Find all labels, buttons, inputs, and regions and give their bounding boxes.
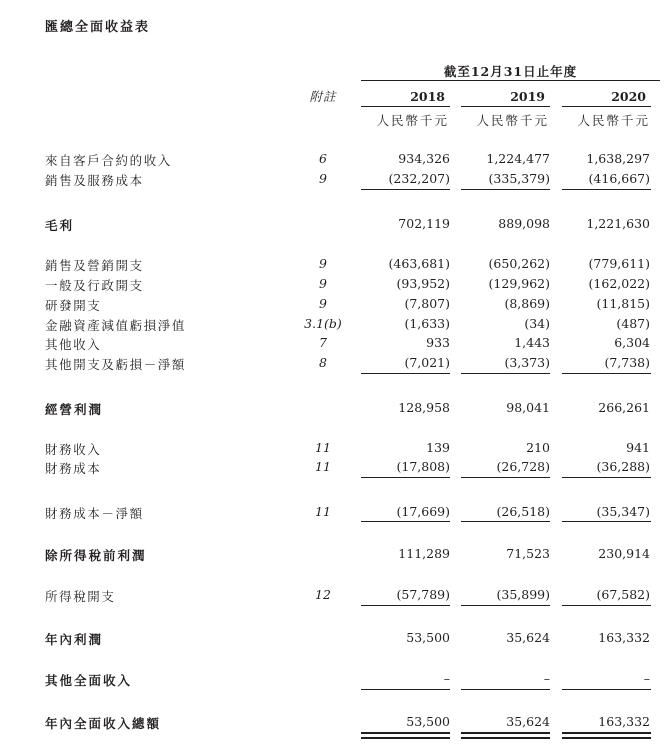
subtotal-rule bbox=[562, 521, 651, 522]
subtotal-rule bbox=[461, 477, 550, 478]
row-note: 7 bbox=[319, 335, 327, 350]
value-2018: 934,326 bbox=[398, 151, 450, 166]
value-2019: 35,624 bbox=[506, 630, 550, 645]
unit-label-2020: 人民幣千元 bbox=[577, 113, 650, 128]
row-gross-profit bbox=[0, 216, 667, 236]
subtotal-rule bbox=[461, 605, 550, 606]
row-finance-income bbox=[0, 440, 667, 460]
row-label: 所得稅開支 bbox=[45, 589, 116, 604]
value-2020: – bbox=[643, 671, 650, 686]
row-note: 9 bbox=[319, 296, 327, 311]
subtotal-rule bbox=[361, 605, 450, 606]
value-2018: 53,500 bbox=[406, 630, 450, 645]
row-other-expenses bbox=[0, 355, 667, 375]
value-2020: (67,582) bbox=[596, 587, 650, 602]
row-label: 財務成本 bbox=[45, 461, 102, 476]
subtotal-rule bbox=[361, 477, 450, 478]
value-2019: (26,518) bbox=[496, 504, 550, 519]
total-double-rule-top bbox=[461, 732, 550, 734]
row-note: 9 bbox=[319, 256, 327, 271]
value-2019: (35,899) bbox=[496, 587, 550, 602]
row-note: 11 bbox=[315, 459, 331, 474]
value-2018: 139 bbox=[426, 440, 450, 455]
value-2020: (7,738) bbox=[604, 355, 650, 370]
value-2020: (11,815) bbox=[596, 296, 650, 311]
value-2018: (93,952) bbox=[396, 276, 450, 291]
value-2020: (416,667) bbox=[588, 171, 650, 186]
value-2019: (8,869) bbox=[504, 296, 550, 311]
subtotal-rule bbox=[562, 189, 651, 190]
row-label: 一般及行政開支 bbox=[45, 278, 144, 293]
value-2020: 1,221,630 bbox=[586, 216, 650, 231]
value-2019: 71,523 bbox=[506, 546, 550, 561]
subtotal-rule bbox=[361, 689, 450, 690]
value-2018: (1,633) bbox=[404, 316, 450, 331]
row-label: 經營利潤 bbox=[45, 402, 104, 417]
total-double-rule-bottom bbox=[562, 737, 651, 739]
value-2018: (17,808) bbox=[396, 459, 450, 474]
row-label: 毛利 bbox=[45, 218, 75, 233]
year-rule-2018 bbox=[361, 106, 450, 107]
row-label: 除所得稅前利潤 bbox=[45, 548, 147, 563]
value-2020: (36,288) bbox=[596, 459, 650, 474]
value-2018: (463,681) bbox=[388, 256, 450, 271]
subtotal-rule bbox=[461, 521, 550, 522]
subtotal-rule bbox=[461, 689, 550, 690]
value-2019: (650,262) bbox=[488, 256, 550, 271]
value-2020: 1,638,297 bbox=[586, 151, 650, 166]
total-double-rule-bottom bbox=[461, 737, 550, 739]
row-selling-expenses bbox=[0, 256, 667, 276]
row-total-comprehensive-income bbox=[0, 714, 667, 734]
note-column-header: 附註 bbox=[309, 89, 337, 104]
row-note: 9 bbox=[319, 276, 327, 291]
period-header: 截至12月31日止年度 bbox=[443, 64, 578, 79]
value-2018: (232,207) bbox=[388, 171, 450, 186]
value-2020: (779,611) bbox=[588, 256, 650, 271]
value-2018: (17,669) bbox=[396, 504, 450, 519]
value-2020: 941 bbox=[626, 440, 650, 455]
value-2018: 702,119 bbox=[398, 216, 450, 231]
total-double-rule-top bbox=[562, 732, 651, 734]
subtotal-rule bbox=[461, 373, 550, 374]
row-other-income bbox=[0, 335, 667, 355]
value-2019: – bbox=[543, 671, 550, 686]
value-2018: (57,789) bbox=[396, 587, 450, 602]
value-2018: – bbox=[443, 671, 450, 686]
row-admin-expenses bbox=[0, 276, 667, 296]
row-operating-profit bbox=[0, 400, 667, 420]
row-label: 其他開支及虧損－淨額 bbox=[45, 357, 187, 372]
value-2019: 98,041 bbox=[506, 400, 550, 415]
row-note: 11 bbox=[315, 440, 331, 455]
row-revenue bbox=[0, 151, 667, 171]
subtotal-rule bbox=[562, 373, 651, 374]
value-2018: (7,807) bbox=[404, 296, 450, 311]
value-2020: 6,304 bbox=[614, 335, 650, 350]
row-profit-before-tax bbox=[0, 546, 667, 566]
row-impairment bbox=[0, 316, 667, 336]
value-2019: (335,379) bbox=[488, 171, 550, 186]
value-2019: 889,098 bbox=[498, 216, 550, 231]
unit-label-2019: 人民幣千元 bbox=[476, 113, 549, 128]
total-double-rule-top bbox=[361, 732, 450, 734]
row-finance-costs bbox=[0, 459, 667, 479]
value-2018: 933 bbox=[426, 335, 450, 350]
row-label: 財務成本－淨額 bbox=[45, 506, 144, 521]
row-label: 銷售及營銷開支 bbox=[45, 258, 144, 273]
subtotal-rule bbox=[361, 189, 450, 190]
row-label: 年內全面收入總額 bbox=[45, 716, 162, 731]
value-2019: 1,224,477 bbox=[486, 151, 550, 166]
value-2018: 111,289 bbox=[398, 546, 450, 561]
row-note: 8 bbox=[319, 355, 327, 370]
subtotal-rule bbox=[562, 477, 651, 478]
row-income-tax bbox=[0, 587, 667, 607]
row-note: 12 bbox=[315, 587, 331, 602]
value-2018: 53,500 bbox=[406, 714, 450, 729]
value-2019: 1,443 bbox=[514, 335, 550, 350]
row-label: 其他收入 bbox=[45, 337, 102, 352]
value-2020: 266,261 bbox=[598, 400, 650, 415]
year-2018-header: 2018 bbox=[410, 89, 445, 104]
value-2018: 128,958 bbox=[398, 400, 450, 415]
subtotal-rule bbox=[562, 689, 651, 690]
value-2019: (3,373) bbox=[504, 355, 550, 370]
value-2019: 35,624 bbox=[506, 714, 550, 729]
value-2019: 210 bbox=[526, 440, 550, 455]
value-2020: (35,347) bbox=[596, 504, 650, 519]
subtotal-rule bbox=[361, 373, 450, 374]
subtotal-rule bbox=[361, 521, 450, 522]
value-2020: 163,332 bbox=[598, 630, 650, 645]
row-profit-for-year bbox=[0, 630, 667, 650]
row-label: 銷售及服務成本 bbox=[45, 173, 144, 188]
value-2018: (7,021) bbox=[404, 355, 450, 370]
row-label: 其他全面收入 bbox=[45, 673, 133, 688]
value-2020: (487) bbox=[616, 316, 650, 331]
row-label: 金融資產減值虧損淨值 bbox=[45, 318, 187, 333]
subtotal-rule bbox=[461, 189, 550, 190]
year-2020-header: 2020 bbox=[611, 89, 646, 104]
value-2019: (129,962) bbox=[488, 276, 550, 291]
row-label: 研發開支 bbox=[45, 298, 102, 313]
year-rule-2020 bbox=[562, 106, 651, 107]
total-double-rule-bottom bbox=[361, 737, 450, 739]
value-2019: (34) bbox=[524, 316, 550, 331]
row-note: 3.1(b) bbox=[304, 316, 342, 331]
row-other-comprehensive-income bbox=[0, 671, 667, 691]
value-2020: 163,332 bbox=[598, 714, 650, 729]
row-note: 9 bbox=[319, 171, 327, 186]
year-rule-2019 bbox=[461, 106, 550, 107]
row-rd-expenses bbox=[0, 296, 667, 316]
value-2020: (162,022) bbox=[588, 276, 650, 291]
subtotal-rule bbox=[562, 605, 651, 606]
row-label: 來自客戶合約的收入 bbox=[45, 153, 172, 168]
row-note: 6 bbox=[319, 151, 327, 166]
unit-label-2018: 人民幣千元 bbox=[376, 113, 449, 128]
value-2020: 230,914 bbox=[598, 546, 650, 561]
value-2019: (26,728) bbox=[496, 459, 550, 474]
period-underline bbox=[361, 80, 660, 81]
row-label: 年內利潤 bbox=[45, 632, 104, 647]
row-label: 財務收入 bbox=[45, 442, 102, 457]
statement-title: 匯總全面收益表 bbox=[45, 20, 151, 35]
year-2019-header: 2019 bbox=[510, 89, 545, 104]
row-note: 11 bbox=[315, 504, 331, 519]
row-cost-of-sales bbox=[0, 171, 667, 191]
